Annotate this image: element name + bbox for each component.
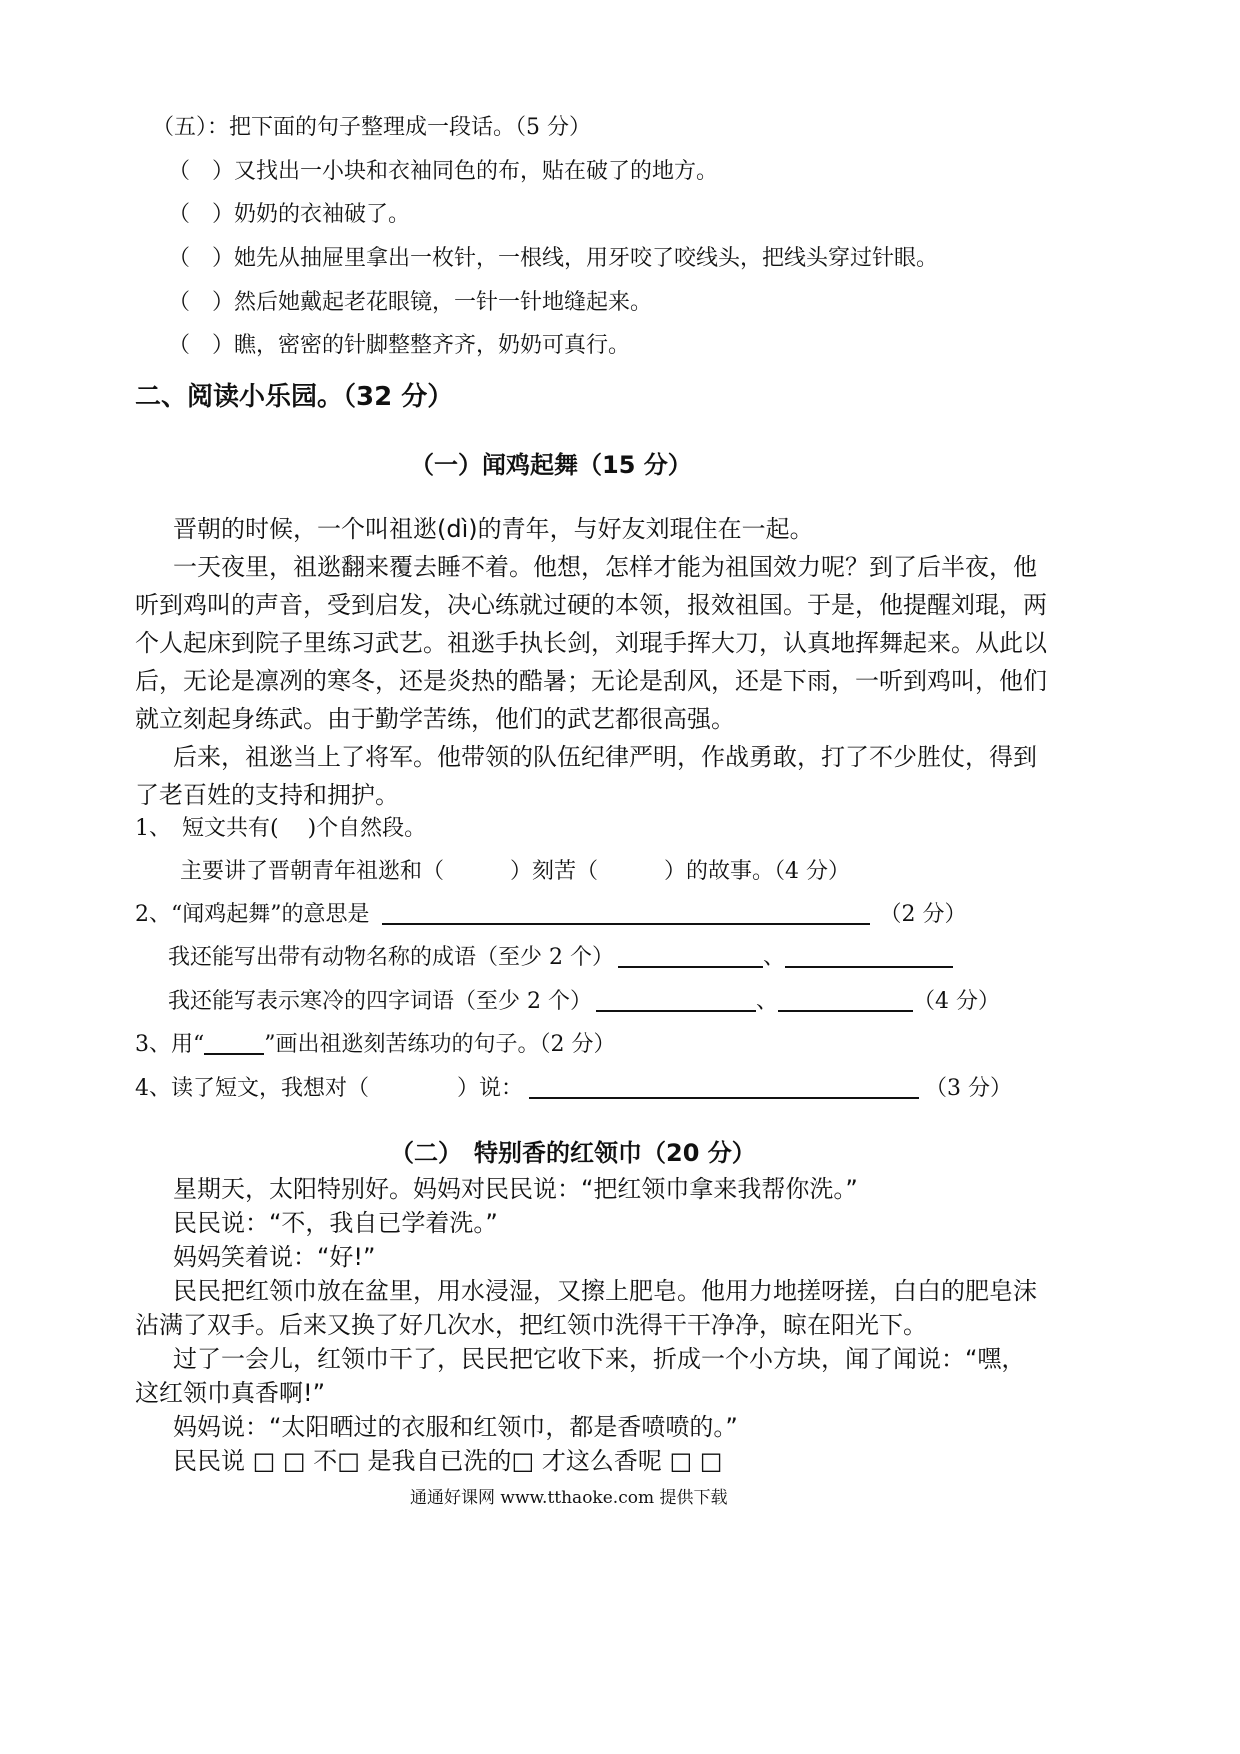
passage1-title: （一）闻鸡起舞（15 分） [410,451,692,479]
passage2-line: 民民把红领巾放在盆里，用水浸湿，又擦上肥皂。他用力地搓呀搓，白白的肥皂沫 [173,1277,1037,1305]
passage1-line: 就立刻起身练武。由于勤学苦练，他们的武艺都很高强。 [135,705,735,733]
answer-blank[interactable] [785,942,953,968]
answer-blank[interactable] [596,986,756,1012]
passage2-line: 妈妈笑着说：“好!” [173,1243,376,1271]
passage1-line: 了老百姓的支持和拥护。 [135,781,399,809]
footer-source: 通通好课网 www.tthaoke.com 提供下载 [410,1488,728,1508]
question-2 [135,899,967,930]
section5-item: （ ）然后她戴起老花眼镜，一针一针地缝起来。 [168,290,653,315]
question-4 [135,1073,1012,1104]
question-1-detail: 主要讲了晋朝青年祖逖和（ ）刻苦（ ）的故事。（4 分） [180,859,850,884]
passage1-line: 晋朝的时候，一个叫祖逖(dì)的青年，与好友刘琨住在一起。 [173,515,814,543]
answer-blank[interactable] [618,942,763,968]
question-2-sub2-score: （4 分） [913,989,1001,1014]
passage1-line: 听到鸡叫的声音，受到启发，决心练就过硬的本领，报效祖国。于是，他提醒刘琨，两 [135,591,1047,619]
question-3-prompt: 3、用“ [135,1032,205,1057]
question-2-sub2-prompt: 我还能写表示寒冷的四字词语（至少 2 个） [168,989,592,1014]
passage1-line: 后，无论是凛冽的寒冬，还是炎热的酷暑；无论是刮风，还是下雨，一听到鸡叫，他们 [135,667,1047,695]
question-1: 1、 短文共有( )个自然段。 [135,816,427,841]
answer-blank[interactable] [382,899,870,925]
section5-item: （ ）瞧，密密的针脚整整齐齐，奶奶可真行。 [168,333,631,358]
question-2-score: （2 分） [879,902,967,927]
question-2-sub2 [168,986,1000,1017]
passage1-line: 个人起床到院子里练习武艺。祖逖手执长剑，刘琨手挥大刀，认真地挥舞起来。从此以 [135,629,1047,657]
passage2-line: 沾满了双手。后来又换了好几次水，把红领巾洗得干干净净，晾在阳光下。 [135,1311,927,1339]
question-2-prompt: 2、“闻鸡起舞”的意思是 [135,902,370,927]
passage1-line: 后来，祖逖当上了将军。他带领的队伍纪律严明，作战勇敢，打了不少胜仗，得到 [173,743,1037,771]
passage2-line: 过了一会儿，红领巾干了，民民把它收下来，折成一个小方块，闻了闻说：“嘿， [173,1345,1026,1373]
question-3 [135,1029,616,1060]
separator: 、 [763,945,786,970]
answer-blank[interactable] [778,986,913,1012]
part2-heading: 二、阅读小乐园。（32 分） [135,382,454,412]
underline-sample [204,1029,264,1055]
section5-item: （ ）她先从抽屉里拿出一枚针，一根线，用牙咬了咬线头，把线头穿过针眼。 [168,246,939,271]
question-4-prompt: 4、读了短文，我想对（ ）说： [135,1076,523,1101]
passage2-line: 民民说：“不，我自已学着洗。” [173,1209,498,1237]
passage2-line: 星期天，太阳特别好。妈妈对民民说：“把红领巾拿来我帮你洗。” [173,1175,858,1203]
question-4-score: （3 分） [925,1076,1012,1101]
passage2-line: 这红领巾真香啊!” [135,1379,326,1407]
question-2-sub1-prompt: 我还能写出带有动物名称的成语（至少 2 个） [168,945,614,970]
separator: 、 [756,989,779,1014]
passage1-line: 一天夜里，祖逖翻来覆去睡不着。他想，怎样才能为祖国效力呢？到了后半夜，他 [173,553,1037,581]
passage2-title: （二） 特别香的红领巾（20 分） [390,1139,756,1167]
section5-item: （ ）奶奶的衣袖破了。 [168,202,411,227]
section5-item: （ ）又找出一小块和衣袖同色的布，贴在破了的地方。 [168,159,719,184]
section5-title: （五）：把下面的句子整理成一段话。（5 分） [152,115,591,140]
question-2-sub1 [168,942,953,973]
answer-blank[interactable] [529,1073,919,1099]
question-3-suffix: ”画出祖逖刻苦练功的句子。（2 分） [264,1032,616,1057]
passage2-line: 民民说 □ □ 不□ 是我自已洗的□ 才这么香呢 □ □ [173,1447,723,1475]
passage2-line: 妈妈说：“太阳晒过的衣服和红领巾，都是香喷喷的。” [173,1413,738,1441]
